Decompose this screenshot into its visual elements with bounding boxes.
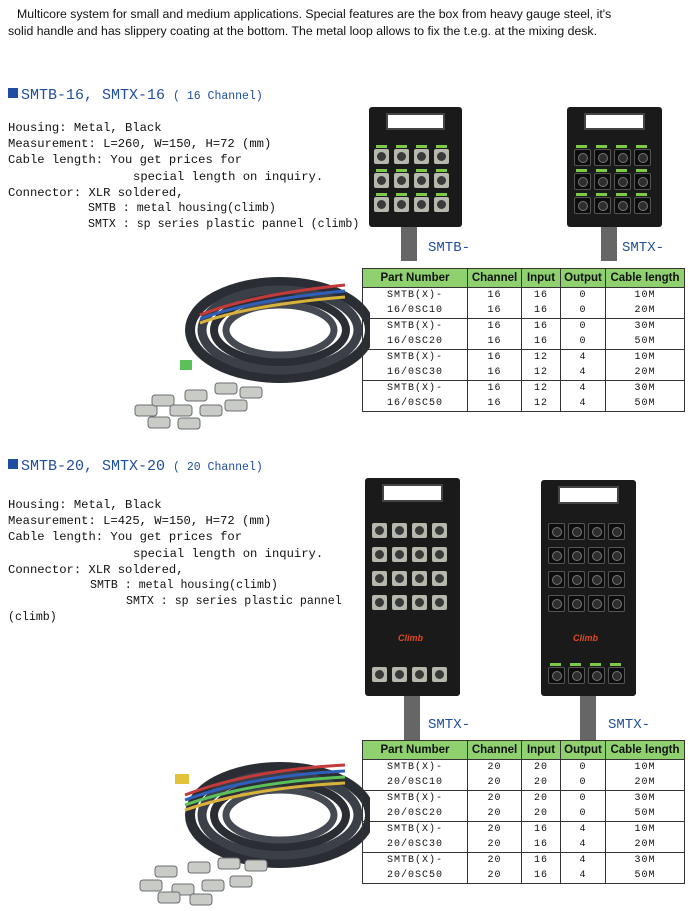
xlr-connector-icon: [432, 523, 447, 538]
xlr-connector-icon: [568, 571, 585, 588]
table-row: [363, 334, 685, 350]
table-cell: 20: [522, 760, 561, 776]
table-cell: 20: [468, 760, 522, 776]
table-cell: 10M: [606, 288, 685, 304]
spec-line: Housing: Metal, Black: [8, 498, 162, 512]
table-cell: 16: [468, 319, 522, 335]
xlr-connector-icon: [372, 595, 387, 610]
connector-grid: [372, 519, 452, 615]
table-cell: 20/0SC50: [363, 868, 468, 884]
table-row: [363, 350, 685, 366]
channel-tag-icon: [576, 145, 587, 148]
table-cell: 0: [561, 288, 606, 304]
channel-tag-icon: [570, 663, 581, 666]
column-header: Input: [522, 741, 561, 760]
table-cell: 30M: [606, 791, 685, 807]
xlr-connector-icon: [412, 571, 427, 586]
table-row: [363, 303, 685, 319]
table-header-row: [363, 741, 685, 760]
table-cell: 20M: [606, 365, 685, 381]
square-bullet-icon: [8, 88, 18, 98]
xlr-connector-icon: [634, 173, 651, 190]
intro-text: [8, 6, 688, 40]
xlr-connector-icon: [588, 547, 605, 564]
spec-line: SMTX : sp series plastic pannel: [126, 595, 342, 609]
spec-list: [8, 120, 360, 233]
connector-grid: [372, 663, 452, 687]
xlr-connector-icon: [432, 571, 447, 586]
xlr-connector-icon: [608, 595, 625, 612]
xlr-connector-icon: [608, 547, 625, 564]
spec-line: Housing: Metal, Black: [8, 121, 162, 135]
table-cell: 12: [522, 350, 561, 366]
column-header: Part Number: [363, 741, 468, 760]
cable-gland: [601, 227, 617, 261]
xlr-connector-icon: [392, 547, 407, 562]
column-header: Channel: [468, 741, 522, 760]
spec-line: special length on inquiry.: [133, 169, 324, 184]
table-row: [363, 868, 685, 884]
channel-tag-icon: [576, 193, 587, 196]
xlr-connector-icon: [372, 547, 387, 562]
xlr-connector-icon: [548, 547, 565, 564]
table-cell: 20: [522, 775, 561, 791]
channel-tag-icon: [616, 145, 627, 148]
xlr-connector-icon: [374, 197, 389, 212]
table-cell: 30M: [606, 381, 685, 397]
connector-grid: [374, 145, 454, 217]
xlr-connector-icon: [412, 595, 427, 610]
table-cell: 4: [561, 396, 606, 412]
table-cell: 50M: [606, 334, 685, 350]
spec-line: (climb): [8, 611, 57, 625]
table-cell: 0: [561, 806, 606, 822]
table-cell: 16: [468, 396, 522, 412]
xlr-connector-icon: [432, 547, 447, 562]
channel-tag-icon: [636, 145, 647, 148]
xlr-connector-icon: [412, 523, 427, 538]
table-row: [363, 791, 685, 807]
xlr-connector-icon: [414, 173, 429, 188]
xlr-connector-icon: [432, 667, 447, 682]
xlr-connector-icon: [614, 173, 631, 190]
spec-line: Measurement: L=425, W=150, H=72 (mm): [8, 514, 272, 529]
xlr-connector-icon: [392, 523, 407, 538]
cable-gland: [404, 696, 420, 740]
xlr-connector-icon: [394, 149, 409, 164]
spec-line: Connector: XLR soldered,: [8, 562, 184, 577]
xlr-connector-icon: [568, 595, 585, 612]
column-header: Output: [561, 741, 606, 760]
column-header: Channel: [468, 269, 522, 288]
xlr-connector-icon: [568, 523, 585, 540]
table-cell: 20: [468, 775, 522, 791]
table-cell: SMTB(X)-: [363, 760, 468, 776]
table-cell: 20: [468, 791, 522, 807]
table-cell: 4: [561, 350, 606, 366]
table-cell: 16: [522, 288, 561, 304]
xlr-connector-icon: [374, 149, 389, 164]
spec-line: Connector: XLR soldered,: [8, 185, 184, 200]
table-row: [363, 396, 685, 412]
table-cell: 10M: [606, 760, 685, 776]
table-cell: 20: [468, 853, 522, 869]
channel-tag-icon: [416, 193, 427, 196]
table-row: [363, 365, 685, 381]
table-cell: 50M: [606, 868, 685, 884]
spec-line: SMTB : metal housing(climb): [88, 202, 276, 216]
channel-tag-icon: [596, 169, 607, 172]
xlr-connector-icon: [608, 523, 625, 540]
table-cell: 50M: [606, 806, 685, 822]
climb-logo: Climb: [398, 633, 424, 643]
climb-logo: Climb: [573, 633, 599, 643]
table-cell: 16: [522, 303, 561, 319]
table-cell: 16: [522, 837, 561, 853]
xlr-connector-icon: [432, 595, 447, 610]
column-header: Cable length: [606, 269, 685, 288]
xlr-connector-icon: [412, 667, 427, 682]
spec-line: SMTB : metal housing(climb): [90, 579, 278, 593]
channel-tag-icon: [596, 193, 607, 196]
table-cell: 16: [522, 319, 561, 335]
spec-line: Measurement: L=260, W=150, H=72 (mm): [8, 137, 272, 152]
intro-line: solid handle and has slippery coating at the bottom. The metal loop allows to fix the t.e.g. at the mixing desk.: [8, 24, 597, 38]
table-header-row: [363, 269, 685, 288]
xlr-connector-icon: [588, 571, 605, 588]
table-cell: 16/0SC20: [363, 334, 468, 350]
table-cell: 10M: [606, 350, 685, 366]
table-cell: 20: [522, 791, 561, 807]
intro-line: Multicore system for small and medium applications. Special features are the box from heavy gauge steel, it's: [17, 7, 612, 21]
channel-tag-icon: [396, 169, 407, 172]
table-cell: 0: [561, 791, 606, 807]
table-cell: 16: [468, 350, 522, 366]
cable-reel-image: [130, 255, 370, 435]
table-cell: 20: [468, 868, 522, 884]
table-cell: 4: [561, 837, 606, 853]
xlr-connector-icon: [594, 197, 611, 214]
xlr-connector-icon: [434, 173, 449, 188]
table-cell: 20: [468, 822, 522, 838]
table-cell: SMTB(X)-: [363, 381, 468, 397]
column-header: Input: [522, 269, 561, 288]
connector-grid: [548, 519, 628, 615]
xlr-connector-icon: [372, 571, 387, 586]
channel-tag-icon: [436, 169, 447, 172]
channel-tag-icon: [550, 663, 561, 666]
box-label: SMTX-: [428, 717, 471, 733]
table-cell: 16: [522, 868, 561, 884]
table-cell: 0: [561, 303, 606, 319]
xlr-connector-icon: [634, 197, 651, 214]
channel-tag-icon: [590, 663, 601, 666]
table-cell: 16/0SC30: [363, 365, 468, 381]
table-row: [363, 319, 685, 335]
spec-line: special length on inquiry.: [133, 546, 324, 561]
column-header: Cable length: [606, 741, 685, 760]
xlr-connector-icon: [394, 173, 409, 188]
xlr-connector-icon: [574, 197, 591, 214]
table-row: [363, 775, 685, 791]
table-cell: 4: [561, 822, 606, 838]
xlr-connector-icon: [548, 595, 565, 612]
table-cell: 20: [468, 837, 522, 853]
table-cell: 16: [522, 334, 561, 350]
table-cell: 16: [468, 365, 522, 381]
spec-line: Cable length: You get prices for: [8, 530, 243, 545]
table-cell: 20/0SC10: [363, 775, 468, 791]
channel-tag-icon: [436, 193, 447, 196]
channel-note: ( 16 Channel): [173, 90, 263, 103]
section-heading: [8, 458, 263, 475]
table-row: [363, 381, 685, 397]
xlr-connector-icon: [414, 149, 429, 164]
table-cell: 30M: [606, 319, 685, 335]
table-cell: 20/0SC30: [363, 837, 468, 853]
xlr-connector-icon: [548, 667, 565, 684]
box-label: SMTB-: [428, 240, 471, 256]
xlr-connector-icon: [608, 571, 625, 588]
connector-grid: [574, 145, 654, 217]
table-cell: 20: [522, 806, 561, 822]
xlr-connector-icon: [394, 197, 409, 212]
table-cell: SMTB(X)-: [363, 319, 468, 335]
table-cell: 4: [561, 853, 606, 869]
table-cell: SMTB(X)-: [363, 822, 468, 838]
xlr-connector-icon: [588, 523, 605, 540]
xlr-connector-icon: [434, 197, 449, 212]
table-cell: 4: [561, 381, 606, 397]
channel-tag-icon: [376, 145, 387, 148]
table-cell: 30M: [606, 853, 685, 869]
table-cell: 12: [522, 381, 561, 397]
xlr-connector-icon: [614, 197, 631, 214]
table-row: [363, 760, 685, 776]
table-cell: 12: [522, 396, 561, 412]
box-label: SMTX-: [608, 717, 651, 733]
channel-tag-icon: [396, 145, 407, 148]
parts-table: [362, 268, 685, 412]
table-cell: 16: [468, 303, 522, 319]
table-cell: 20M: [606, 775, 685, 791]
table-cell: 16: [522, 853, 561, 869]
connector-grid: [548, 663, 628, 687]
table-cell: SMTB(X)-: [363, 853, 468, 869]
xlr-connector-icon: [574, 173, 591, 190]
channel-tag-icon: [396, 193, 407, 196]
channel-tag-icon: [416, 145, 427, 148]
square-bullet-icon: [8, 459, 18, 469]
channel-tag-icon: [616, 193, 627, 196]
channel-tag-icon: [596, 145, 607, 148]
table-cell: 10M: [606, 822, 685, 838]
xlr-connector-icon: [574, 149, 591, 166]
spec-line: Cable length: You get prices for: [8, 153, 243, 168]
table-cell: 0: [561, 319, 606, 335]
cable-reel-image: [130, 740, 370, 908]
table-row: [363, 853, 685, 869]
xlr-connector-icon: [412, 547, 427, 562]
table-cell: 16: [468, 381, 522, 397]
table-cell: 16/0SC50: [363, 396, 468, 412]
table-cell: 20/0SC20: [363, 806, 468, 822]
xlr-connector-icon: [588, 595, 605, 612]
xlr-connector-icon: [374, 173, 389, 188]
section-title: SMTB-16, SMTX-16: [21, 87, 166, 104]
xlr-connector-icon: [548, 523, 565, 540]
channel-tag-icon: [416, 169, 427, 172]
table-row: [363, 837, 685, 853]
cable-gland: [401, 227, 417, 261]
xlr-connector-icon: [372, 523, 387, 538]
box-label: SMTX-: [622, 240, 665, 256]
xlr-connector-icon: [634, 149, 651, 166]
channel-tag-icon: [616, 169, 627, 172]
table-cell: 4: [561, 868, 606, 884]
channel-tag-icon: [636, 193, 647, 196]
xlr-connector-icon: [568, 667, 585, 684]
column-header: Part Number: [363, 269, 468, 288]
xlr-connector-icon: [608, 667, 625, 684]
channel-tag-icon: [610, 663, 621, 666]
xlr-connector-icon: [434, 149, 449, 164]
table-cell: 20: [468, 806, 522, 822]
cable-gland: [580, 696, 596, 740]
table-row: [363, 822, 685, 838]
xlr-connector-icon: [614, 149, 631, 166]
table-cell: 0: [561, 760, 606, 776]
table-cell: 16/0SC10: [363, 303, 468, 319]
column-header: Output: [561, 269, 606, 288]
xlr-connector-icon: [414, 197, 429, 212]
channel-tag-icon: [636, 169, 647, 172]
table-row: [363, 288, 685, 304]
table-cell: 12: [522, 365, 561, 381]
table-cell: 16: [522, 822, 561, 838]
xlr-connector-icon: [568, 547, 585, 564]
table-cell: 50M: [606, 396, 685, 412]
section-title: SMTB-20, SMTX-20: [21, 458, 166, 475]
table-cell: 20M: [606, 303, 685, 319]
spec-list: [8, 497, 342, 627]
table-row: [363, 806, 685, 822]
table-cell: SMTB(X)-: [363, 350, 468, 366]
channel-tag-icon: [376, 169, 387, 172]
xlr-connector-icon: [594, 149, 611, 166]
parts-table: [362, 740, 685, 884]
xlr-connector-icon: [392, 571, 407, 586]
table-cell: 16: [468, 334, 522, 350]
table-cell: SMTB(X)-: [363, 288, 468, 304]
spec-line: SMTX : sp series plastic pannel (climb): [88, 218, 360, 232]
table-cell: 4: [561, 365, 606, 381]
table-cell: 0: [561, 334, 606, 350]
table-cell: SMTB(X)-: [363, 791, 468, 807]
channel-tag-icon: [436, 145, 447, 148]
table-cell: 20M: [606, 837, 685, 853]
channel-note: ( 20 Channel): [173, 461, 263, 474]
xlr-connector-icon: [372, 667, 387, 682]
xlr-connector-icon: [594, 173, 611, 190]
xlr-connector-icon: [392, 595, 407, 610]
table-cell: 16: [468, 288, 522, 304]
xlr-connector-icon: [548, 571, 565, 588]
xlr-connector-icon: [588, 667, 605, 684]
table-cell: 0: [561, 775, 606, 791]
section-heading: [8, 87, 263, 104]
channel-tag-icon: [576, 169, 587, 172]
xlr-connector-icon: [392, 667, 407, 682]
channel-tag-icon: [376, 193, 387, 196]
